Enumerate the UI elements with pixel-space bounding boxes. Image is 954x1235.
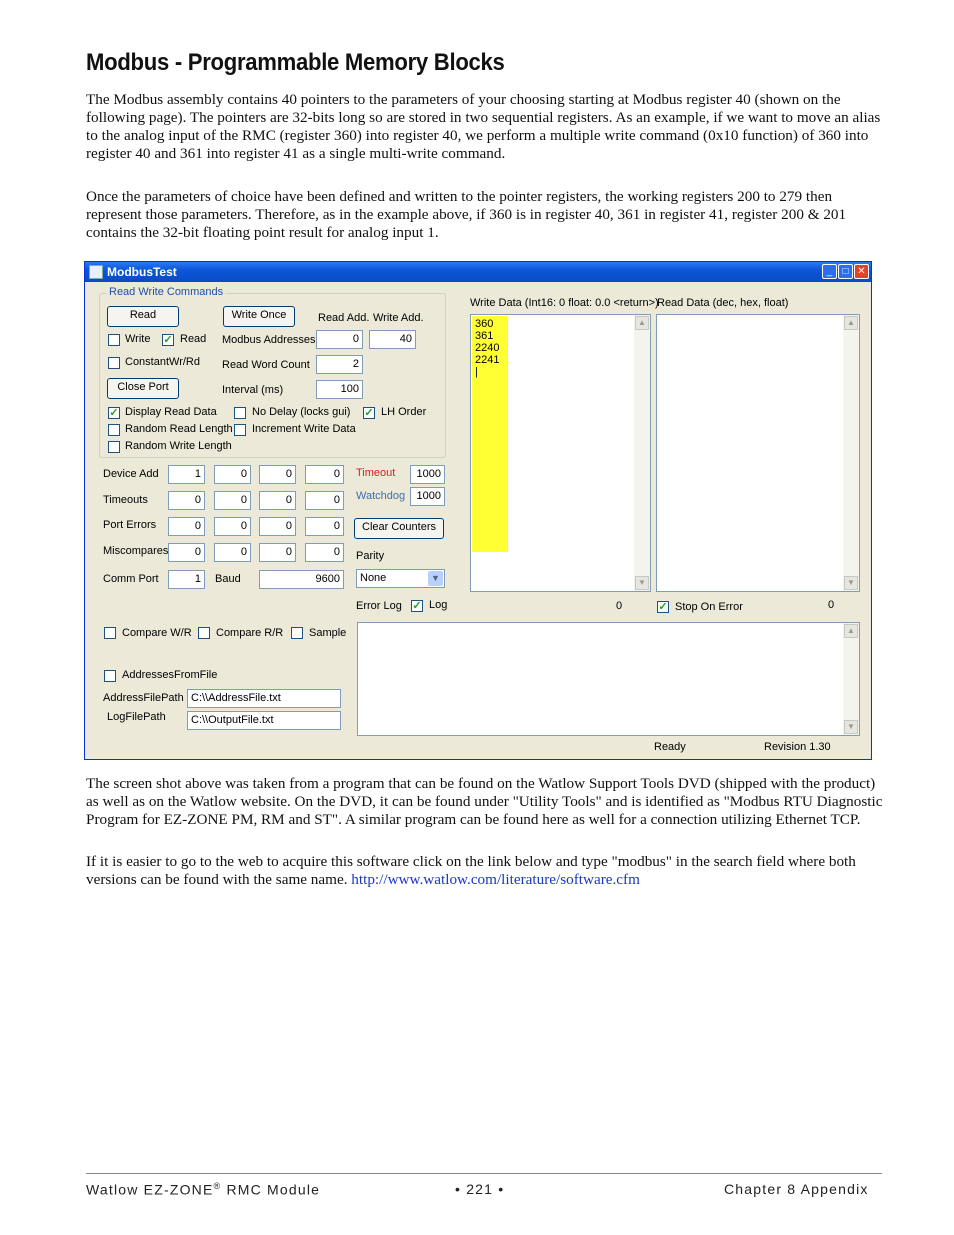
minimize-icon[interactable]: _: [822, 264, 837, 279]
port-errors-input-3[interactable]: 0: [259, 517, 296, 536]
intro-paragraph: The Modbus assembly contains 40 pointers to the parameters of your choosing starting at Modbus register 40 (shown on the following page). The pointers are 32-bits long so are stored in two sequential registers. As an example, if we want to move an alias to the analog input of the RMC (register 360) into register 40, we perform a multiple write command (0x10 function) of 360 into register 40 and 361 into register 41 as a single multi-write command.: [86, 91, 881, 162]
scroll-up-icon[interactable]: ▲: [844, 624, 858, 638]
address-file-path-label: AddressFilePath: [103, 692, 184, 704]
watchdog-input[interactable]: 1000: [410, 487, 445, 506]
clear-counters-button[interactable]: Clear Counters: [354, 518, 444, 539]
device-add-label: Device Add: [103, 468, 159, 480]
lh-order-label: LH Order: [381, 406, 427, 418]
device-add-input-2[interactable]: 0: [214, 465, 251, 484]
read-checkbox[interactable]: ✓: [163, 334, 173, 346]
read-add-label: Read Add.: [318, 312, 370, 324]
compare-wr-checkbox[interactable]: [104, 627, 116, 639]
write-count: 0: [616, 600, 623, 612]
read-word-count-label: Read Word Count: [222, 359, 310, 371]
timeouts-input-4[interactable]: 0: [305, 491, 344, 510]
app-icon: [89, 265, 103, 279]
random-write-length-label: Random Write Length: [125, 440, 232, 452]
footer-module: RMC Module: [221, 1181, 321, 1198]
port-errors-input-2[interactable]: 0: [214, 517, 251, 536]
device-add-input-4[interactable]: 0: [305, 465, 344, 484]
addresses-from-file-checkbox[interactable]: [104, 670, 116, 682]
log-checkbox[interactable]: ✓: [412, 600, 422, 612]
display-read-data-label: Display Read Data: [125, 406, 217, 418]
chapter-label: Chapter 8 Appendix: [724, 1181, 869, 1197]
read-data-scrollbar[interactable]: [843, 315, 859, 591]
write-data-label: Write Data (Int16: 0 float: 0.0 <return>): [470, 297, 659, 309]
baud-label: Baud: [215, 573, 241, 585]
write-data-line: 2241: [475, 354, 500, 366]
watchdog-label: Watchdog: [356, 490, 406, 502]
parity-label: Parity: [356, 550, 385, 562]
timeout-label: Timeout: [356, 467, 396, 479]
miscompares-input-4[interactable]: 0: [305, 543, 344, 562]
stop-on-error-label: Stop On Error: [675, 601, 743, 613]
modbus-test-window: [84, 261, 872, 760]
scroll-up-icon[interactable]: ▲: [635, 316, 649, 330]
chevron-down-icon[interactable]: ▼: [428, 571, 443, 586]
page-title: Modbus - Programmable Memory Blocks: [86, 49, 505, 76]
no-delay-checkbox[interactable]: [234, 407, 246, 419]
window-titlebar: [85, 262, 871, 282]
scroll-down-icon[interactable]: ▼: [844, 576, 858, 590]
scroll-down-icon[interactable]: ▼: [844, 720, 858, 734]
source-paragraph: The screen shot above was taken from a program that can be found on the Watlow Support Tools DVD (shipped with the product) as well as on the Watlow website. On the DVD, it can be found under "Utility Tools" and is identified as "Modbus RTU Diagnostic Program for EZ-ZONE PM, RM and ST". A similar program can be found here as well for a connection utilizing Ethernet TCP.: [86, 775, 883, 828]
modbus-addresses-label: Modbus Addresses: [222, 334, 316, 346]
lh-order-checkbox[interactable]: ✓: [364, 407, 374, 419]
timeouts-input-3[interactable]: 0: [259, 491, 296, 510]
write-data-line: 2240: [475, 342, 500, 354]
device-add-input-1[interactable]: 1: [168, 465, 205, 484]
read-data-textarea[interactable]: [656, 314, 860, 592]
maximize-icon[interactable]: □: [838, 264, 853, 279]
sample-checkbox[interactable]: [291, 627, 303, 639]
scroll-down-icon[interactable]: ▼: [635, 576, 649, 590]
revision-text: Revision 1.30: [764, 741, 831, 753]
sample-label: Sample: [309, 627, 347, 639]
log-file-path-label: LogFilePath: [107, 711, 166, 723]
status-text: Ready: [654, 741, 686, 753]
write-data-line: 361: [475, 330, 494, 342]
stop-on-error-checkbox[interactable]: ✓: [658, 601, 668, 613]
timeouts-input-1[interactable]: 0: [168, 491, 205, 510]
random-read-length-label: Random Read Length: [125, 423, 233, 435]
write-once-button[interactable]: Write Once: [223, 306, 295, 327]
compare-wr-label: Compare W/R: [122, 627, 192, 639]
close-icon[interactable]: ✕: [854, 264, 869, 279]
compare-rr-label: Compare R/R: [216, 627, 284, 639]
timeout-input[interactable]: 1000: [410, 465, 445, 484]
random-write-length-checkbox[interactable]: [108, 441, 120, 453]
log-textarea[interactable]: [357, 622, 860, 736]
footer-left: [86, 1181, 320, 1198]
registered-mark: ®: [213, 1181, 222, 1191]
write-data-textarea[interactable]: [470, 314, 651, 592]
log-checkbox-label: Log: [429, 599, 448, 611]
write-data-highlight: [472, 316, 508, 552]
read-count: 0: [828, 599, 835, 611]
error-log-label: Error Log: [356, 600, 402, 612]
addresses-from-file-label: AddressesFromFile: [122, 669, 218, 681]
close-port-button[interactable]: Close Port: [107, 378, 179, 399]
parity-value: None: [360, 572, 387, 584]
read-add-input[interactable]: 0: [316, 330, 363, 349]
text-cursor: |: [475, 366, 478, 378]
compare-rr-checkbox[interactable]: [198, 627, 210, 639]
parity-select[interactable]: [356, 569, 445, 588]
miscompares-label: Miscompares: [103, 545, 169, 557]
read-button[interactable]: Read: [107, 306, 179, 327]
web-paragraph-text: If it is easier to go to the web to acquire this software click on the link below and type "modbus" in the search field where both versions can be found with the same name.: [86, 853, 856, 888]
comm-port-input[interactable]: 1: [168, 570, 205, 589]
log-file-path-input[interactable]: C:\\OutputFile.txt: [187, 711, 341, 730]
write-data-scrollbar[interactable]: [634, 315, 650, 591]
write-checkbox[interactable]: [108, 334, 120, 346]
write-data-line: 360: [475, 318, 494, 330]
write-add-input[interactable]: 40: [369, 330, 416, 349]
window-title: ModbusTest: [107, 265, 177, 279]
footer-brand: Watlow EZ-ZONE: [86, 1181, 214, 1198]
timeouts-input-2[interactable]: 0: [214, 491, 251, 510]
read-word-count-input[interactable]: 2: [316, 355, 363, 374]
footer-rule: [86, 1173, 882, 1174]
read-data-label: Read Data (dec, hex, float): [657, 297, 789, 309]
port-errors-label: Port Errors: [103, 519, 157, 531]
page-number: • 221 •: [455, 1181, 505, 1197]
web-paragraph: [86, 853, 886, 889]
write-add-label: Write Add.: [373, 312, 424, 324]
group-title: Read Write Commands: [109, 286, 224, 298]
device-add-input-3[interactable]: 0: [259, 465, 296, 484]
increment-write-data-checkbox[interactable]: [234, 424, 246, 436]
software-link[interactable]: http://www.watlow.com/literature/software.cfm: [351, 871, 640, 888]
log-scrollbar[interactable]: [843, 623, 859, 735]
interval-label: Interval (ms): [222, 384, 284, 396]
increment-write-data-label: Increment Write Data: [252, 423, 356, 435]
registers-paragraph: Once the parameters of choice have been defined and written to the pointer registers, the working registers 200 to 279 then represent those parameters. Therefore, as in the example above, if 360 is in register 40, 361 in register 41, register 200 & 201 contains the 32-bit floating point result for analog input 1.: [86, 188, 847, 241]
miscompares-input-1[interactable]: 0: [168, 543, 205, 562]
constant-checkbox-label: ConstantWr/Rd: [125, 356, 200, 368]
read-checkbox-label: Read: [180, 333, 207, 345]
miscompares-input-2[interactable]: 0: [214, 543, 251, 562]
miscompares-input-3[interactable]: 0: [259, 543, 296, 562]
port-errors-input-4[interactable]: 0: [305, 517, 344, 536]
baud-input[interactable]: 9600: [259, 570, 344, 589]
no-delay-label: No Delay (locks gui): [252, 406, 351, 418]
comm-port-label: Comm Port: [103, 573, 159, 585]
port-errors-input-1[interactable]: 0: [168, 517, 205, 536]
constant-checkbox[interactable]: [108, 357, 120, 369]
address-file-path-input[interactable]: C:\\AddressFile.txt: [187, 689, 341, 708]
write-checkbox-label: Write: [125, 333, 151, 345]
interval-input[interactable]: 100: [316, 380, 363, 399]
timeouts-label: Timeouts: [103, 494, 148, 506]
scroll-up-icon[interactable]: ▲: [844, 316, 858, 330]
random-read-length-checkbox[interactable]: [108, 424, 120, 436]
display-read-data-checkbox[interactable]: ✓: [109, 407, 119, 419]
